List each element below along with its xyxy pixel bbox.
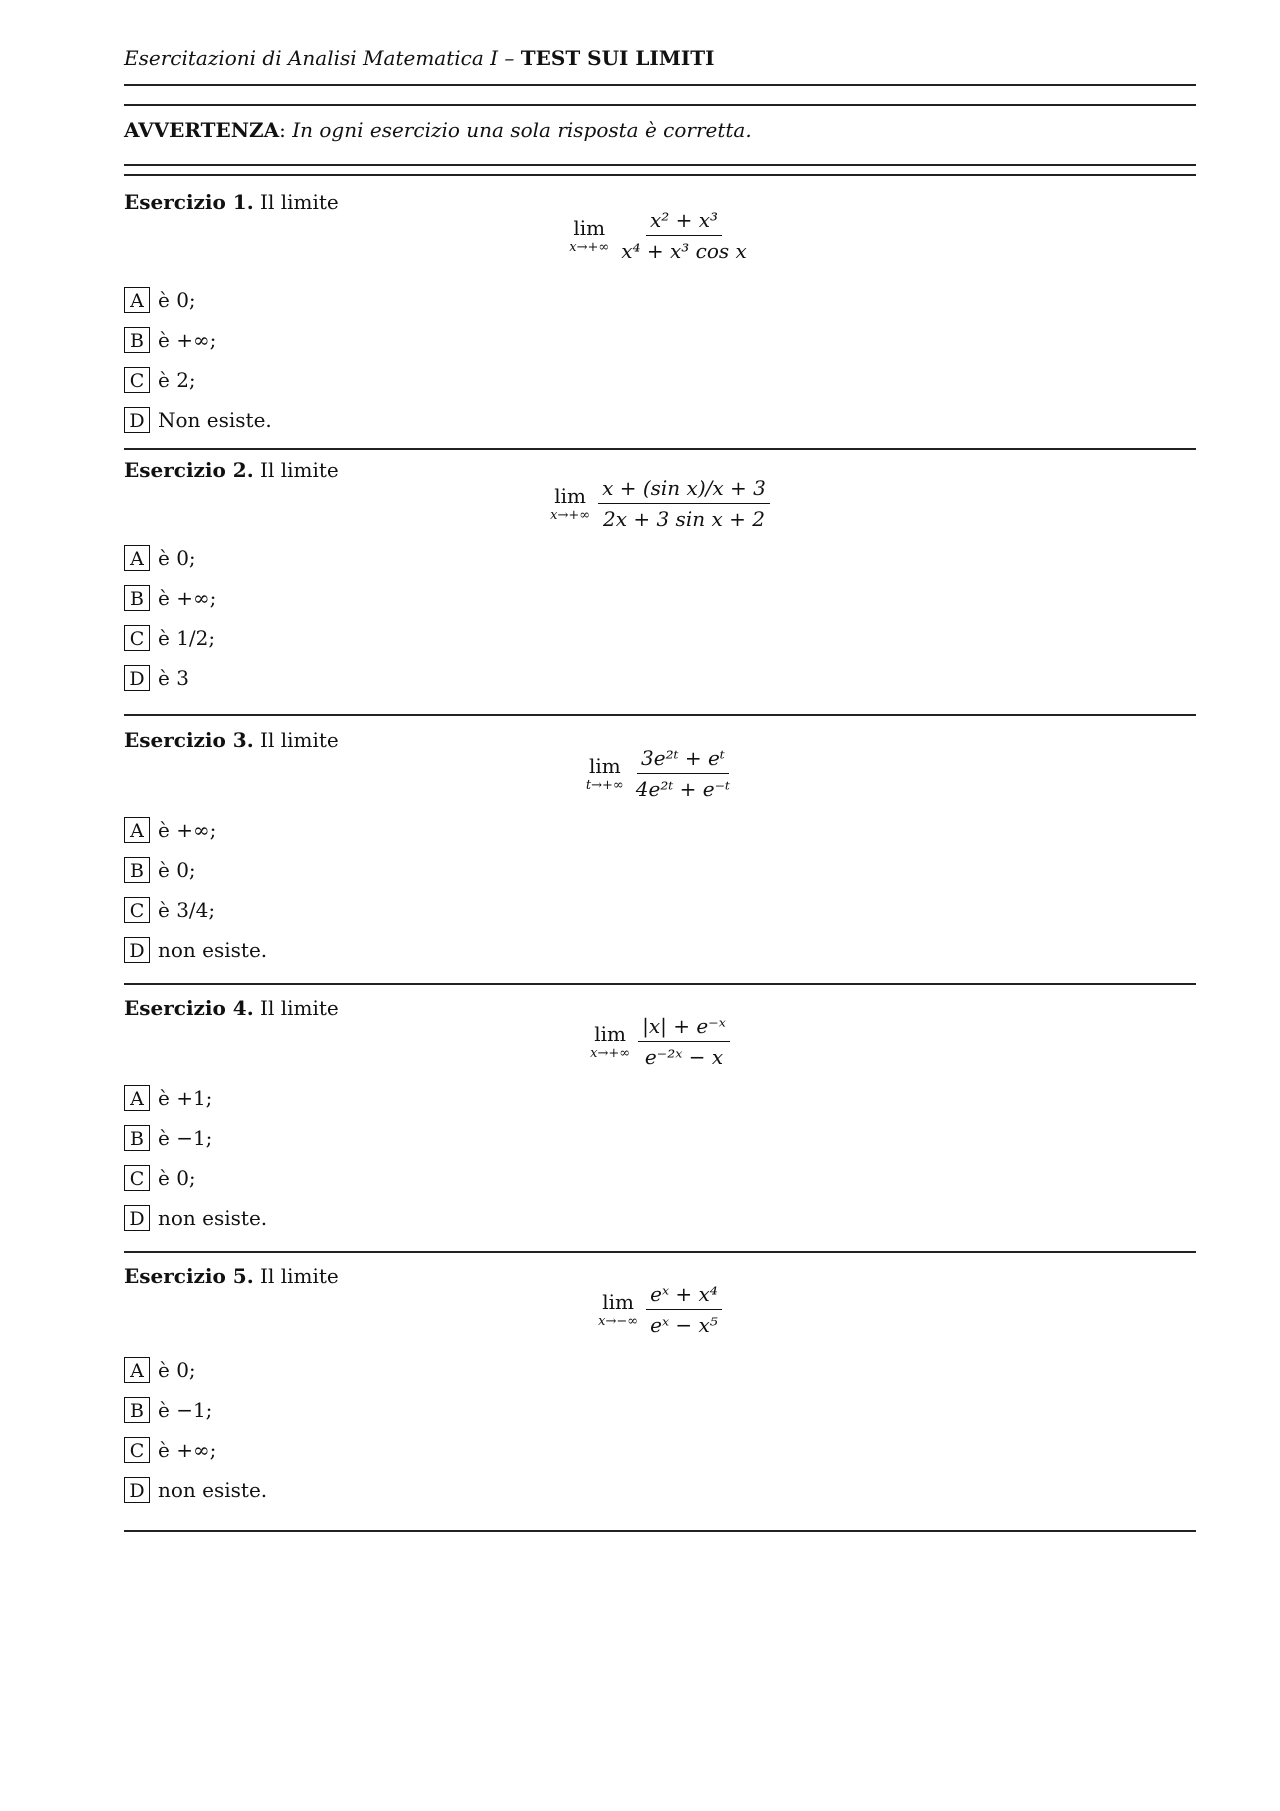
option-text: è +∞; (158, 818, 217, 842)
option-letter-box: A (124, 1357, 150, 1383)
option-text: è 3 (158, 666, 189, 690)
option-text: è +∞; (158, 586, 217, 610)
option-text: è 1/2; (158, 626, 216, 650)
lim-subscript: x→+∞ (569, 239, 610, 255)
lim-subscript: x→+∞ (590, 1045, 631, 1061)
option-letter-box: A (124, 817, 150, 843)
numerator: eˣ + x⁴ (646, 1282, 722, 1310)
option-letter-box: A (124, 1085, 150, 1111)
numerator: x² + x³ (646, 208, 722, 236)
option-letter-box: B (124, 327, 150, 353)
option-text: non esiste. (158, 1206, 268, 1230)
exercise-intro: Il limite (260, 190, 339, 214)
answer-option-a[interactable] (124, 286, 196, 314)
limit-formula (124, 1282, 1196, 1337)
option-text: è −1; (158, 1398, 213, 1422)
test-title: TEST SUI LIMITI (520, 46, 715, 70)
exercise-intro: Il limite (260, 996, 339, 1020)
lim-subscript: t→+∞ (585, 777, 624, 793)
option-letter-box: D (124, 407, 150, 433)
numerator: |x| + e⁻ˣ (638, 1014, 730, 1042)
answer-option-c[interactable] (124, 366, 196, 394)
option-letter-box: C (124, 1437, 150, 1463)
lim-subscript: x→−∞ (598, 1313, 639, 1329)
answer-option-c[interactable] (124, 1164, 196, 1192)
answer-option-d[interactable] (124, 664, 189, 692)
option-letter-box: B (124, 857, 150, 883)
header-rule (124, 84, 1196, 86)
denominator: 2x + 3 sin x + 2 (603, 507, 765, 531)
answer-option-b[interactable] (124, 326, 216, 354)
option-text: è 2; (158, 368, 196, 392)
option-text: non esiste. (158, 1478, 268, 1502)
option-letter-box: A (124, 287, 150, 313)
option-letter-box: A (124, 545, 150, 571)
option-letter-box: C (124, 625, 150, 651)
denominator: 4e²ᵗ + e⁻ᵗ (635, 777, 731, 801)
option-letter-box: B (124, 1125, 150, 1151)
denominator: e⁻²ˣ − x (644, 1045, 724, 1069)
option-letter-box: B (124, 1397, 150, 1423)
exercise-label: Esercizio 5. (124, 1264, 254, 1288)
lim-word: lim (594, 1021, 627, 1046)
denominator: eˣ − x⁵ (650, 1313, 718, 1337)
exercise-separator (124, 983, 1196, 985)
option-text: è +1; (158, 1086, 213, 1110)
option-letter-box: C (124, 367, 150, 393)
exercise-intro: Il limite (260, 1264, 339, 1288)
warning-label: AVVERTENZA (124, 118, 280, 142)
option-text: è +∞; (158, 328, 217, 352)
exercise-separator (124, 1251, 1196, 1253)
warning-sep: : (279, 118, 293, 142)
course-title: Esercitazioni di Analisi Matematica I – (124, 46, 521, 70)
lim-word: lim (554, 483, 586, 508)
answer-option-a[interactable] (124, 1356, 196, 1384)
option-text: è 0; (158, 546, 196, 570)
limit-formula (124, 1014, 1196, 1069)
option-text: è 3/4; (158, 898, 216, 922)
numerator: 3e²ᵗ + eᵗ (637, 746, 729, 774)
answer-option-d[interactable] (124, 1204, 267, 1232)
answer-option-d[interactable] (124, 406, 272, 434)
exercise-label: Esercizio 3. (124, 728, 254, 752)
option-letter-box: D (124, 1477, 150, 1503)
warning-bottom-rule (124, 164, 1196, 166)
exercise-label: Esercizio 2. (124, 458, 254, 482)
limit-formula (124, 746, 1196, 801)
answer-option-b[interactable] (124, 1124, 212, 1152)
exercise-separator (124, 448, 1196, 450)
answer-option-d[interactable] (124, 1476, 267, 1504)
option-letter-box: C (124, 1165, 150, 1191)
option-letter-box: B (124, 585, 150, 611)
option-text: è +∞; (158, 1438, 217, 1462)
lim-word: lim (588, 753, 621, 778)
option-text: è 0; (158, 288, 196, 312)
answer-option-b[interactable] (124, 584, 216, 612)
lim-word: lim (573, 215, 606, 240)
exercise-intro: Il limite (260, 458, 339, 482)
warning-bottom-rule-2 (124, 174, 1196, 176)
answer-option-b[interactable] (124, 856, 196, 884)
answer-option-d[interactable] (124, 936, 267, 964)
answer-option-a[interactable] (124, 1084, 212, 1112)
limit-formula (124, 476, 1196, 531)
exercise-intro: Il limite (260, 728, 339, 752)
final-rule (124, 1530, 1196, 1532)
option-text: è 0; (158, 1166, 196, 1190)
option-letter-box: C (124, 897, 150, 923)
exercise-label: Esercizio 4. (124, 996, 254, 1020)
option-text: è 0; (158, 858, 196, 882)
exercise-label: Esercizio 1. (124, 190, 254, 214)
option-text: non esiste. (158, 938, 268, 962)
lim-subscript: x→+∞ (550, 507, 591, 523)
option-text: Non esiste. (158, 408, 272, 432)
denominator: x⁴ + x³ cos x (621, 239, 747, 263)
option-text: è −1; (158, 1126, 213, 1150)
page-header (124, 46, 715, 70)
option-letter-box: D (124, 1205, 150, 1231)
answer-option-a[interactable] (124, 816, 216, 844)
answer-option-a[interactable] (124, 544, 196, 572)
exercise-separator (124, 714, 1196, 716)
answer-option-c[interactable] (124, 896, 215, 924)
answer-option-c[interactable] (124, 1436, 216, 1464)
answer-option-c[interactable] (124, 624, 215, 652)
warning-notice (124, 118, 752, 142)
answer-option-b[interactable] (124, 1396, 212, 1424)
numerator: x + (sin x)/x + 3 (598, 476, 770, 504)
warning-top-rule (124, 104, 1196, 106)
warning-text: In ogni esercizio una sola risposta è corretta. (292, 118, 752, 142)
option-text: è 0; (158, 1358, 196, 1382)
lim-word: lim (602, 1289, 635, 1314)
limit-formula (124, 208, 1196, 263)
option-letter-box: D (124, 937, 150, 963)
option-letter-box: D (124, 665, 150, 691)
